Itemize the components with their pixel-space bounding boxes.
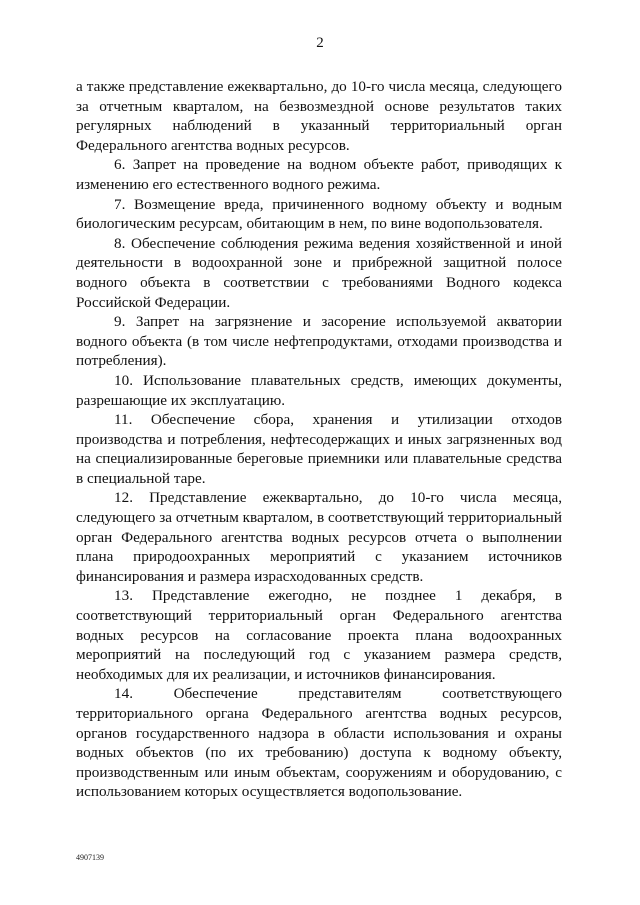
page-number: 2 bbox=[316, 35, 324, 51]
paragraph-item-8: 8. Обеспечение соблюдения режима ведения хозяйственной и иной деятельности в водоохранной зоне и прибрежной защитной полосе водного объекта в соответствии с требованиями Водного кодекса Российской Федерации. bbox=[76, 234, 562, 311]
paragraph-item-6: 6. Запрет на проведение на водном объекте работ, приводящих к изменению его естественного водного режима. bbox=[76, 156, 562, 193]
paragraph-item-13: 13. Представление ежегодно, не позднее 1 декабря, в соответствующий территориальный орган Федерального агентства водных ресурсов на согласование проекта плана водоохранных мероприятий на последующий год с указанием размера средств, необходимых для их реализации, и источников финансирования. bbox=[76, 587, 562, 683]
paragraph-item-14: 14. Обеспечение представителям соответствующего территориального органа Федерального агентства водных ресурсов, органов государственного надзора в области использования и охраны водных объектов (по их требованию) доступа к водному объекту, производственным или иным объектам, сооружениям и оборудованию, с использованием которых осуществляется водопользование. bbox=[76, 685, 562, 801]
document-body bbox=[76, 77, 562, 802]
paragraph-item-7: 7. Возмещение вреда, причиненного водному объекту и водным биологическим ресурсам, обитающим в нем, по вине водопользователя. bbox=[76, 195, 562, 233]
paragraph-item-9: 9. Запрет на загрязнение и засорение используемой акватории водного объекта (в том числе нефтепродуктами, отходами производства и потребления). bbox=[76, 313, 562, 370]
paragraph-continuation: а также представление ежеквартально, до 10-го числа месяца, следующего за отчетным кварталом, на безвозмездной основе результатов таких регулярных наблюдений в указанный территориальный орган Федерального агентства водных ресурсов. bbox=[76, 78, 562, 154]
paragraph-item-11: 11. Обеспечение сбора, хранения и утилизации отходов производства и потребления, нефтесодержащих и иных загрязненных вод на специализированные береговые приемники или плавательные средства в специальной таре. bbox=[76, 411, 562, 487]
document-id: 4907139 bbox=[76, 853, 104, 862]
paragraph-item-10: 10. Использование плавательных средств, имеющих документы, разрешающие их эксплуатацию. bbox=[76, 371, 562, 409]
paragraph-item-12: 12. Представление ежеквартально, до 10-го числа месяца, следующего за отчетным кварталом, в соответствующий территориальный орган Федерального агентства водных ресурсов отчета о выполнении плана природоохранных мероприятий с указанием источников финансирования и размера израсходованных средств. bbox=[76, 489, 562, 585]
